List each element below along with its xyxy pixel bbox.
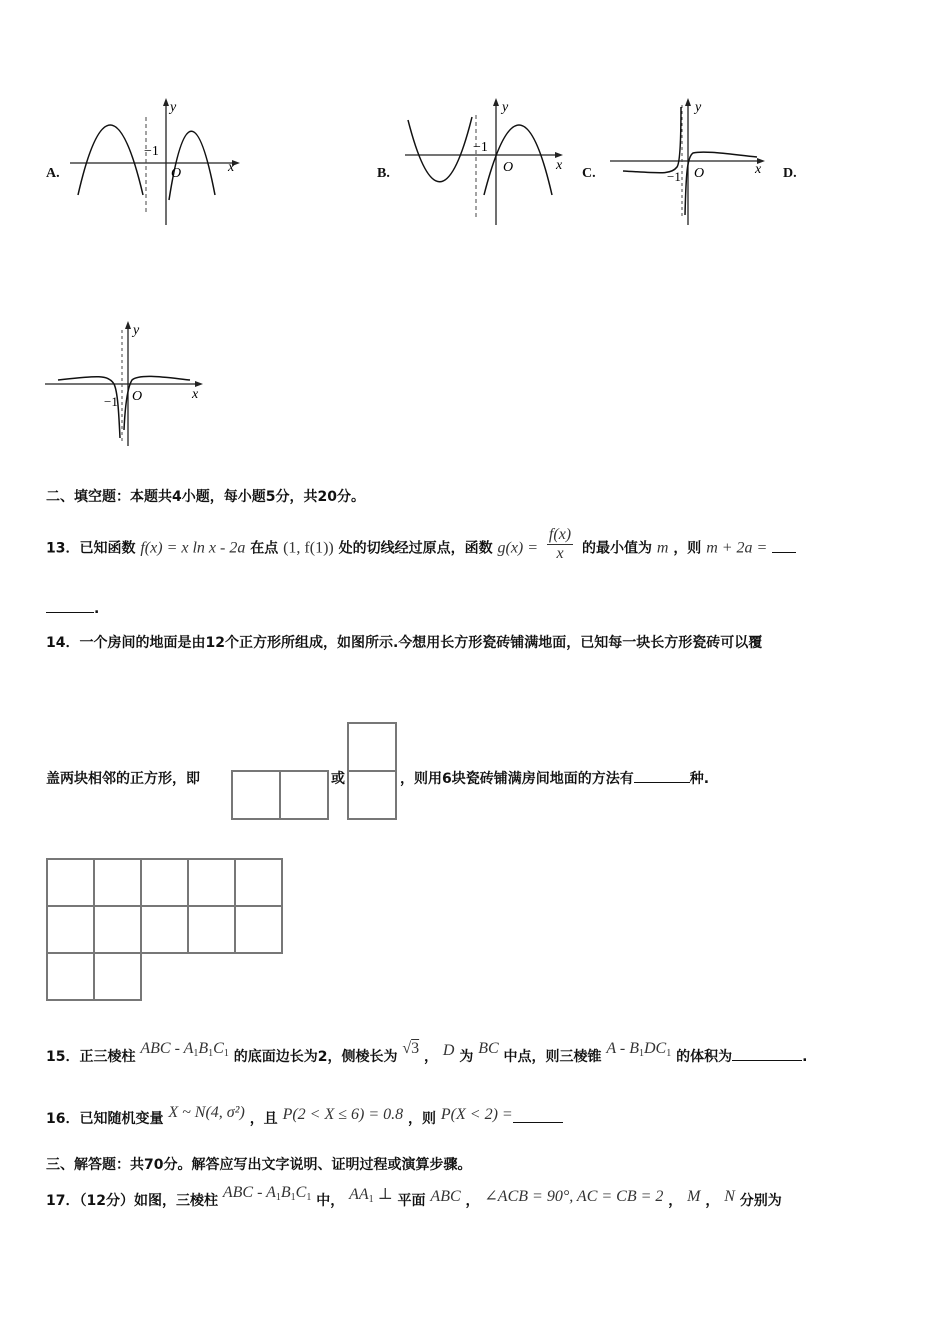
q17-prism-text: ABC - A (222, 1184, 276, 1201)
q16-probability: P(2 < X ≤ 6) = 0.8 (282, 1106, 404, 1123)
q17-text-6: 分别为 (739, 1193, 782, 1209)
q17-abc: ABC (430, 1188, 461, 1205)
q17-angle: ∠ACB = 90°, AC = CB = 2 (484, 1188, 664, 1205)
section-2-heading: 二、填空题：本题共4小题，每小题5分，共20分。 (46, 489, 365, 505)
q17-text-3: ， (465, 1193, 480, 1209)
tile-vertical-top (347, 722, 397, 772)
room-floor-grid (46, 858, 288, 1006)
axis-x-label: x (192, 387, 199, 402)
grid-cell (141, 906, 188, 953)
q15-text-3: 为 (459, 1049, 474, 1065)
axis-y-label: y (502, 100, 509, 115)
neg-one-label: −1 (144, 144, 159, 159)
q13-frac-num: f(x) (548, 526, 572, 543)
tile-horizontal-left (231, 770, 281, 820)
q16-distribution: X ~ N(4, σ²) (168, 1104, 245, 1121)
question-15 (46, 1040, 808, 1067)
graph-option-d (40, 318, 220, 450)
q13-continuation (46, 598, 99, 617)
q13-answer-blank[interactable] (772, 538, 796, 553)
q13-text-2: 处的切线经过原点，函数 (338, 540, 493, 557)
neg-one-label: −1 (473, 140, 488, 155)
q13-point: (1, f(1)) (283, 539, 334, 557)
option-d-label: D. (783, 166, 797, 181)
grid-cell (141, 859, 188, 906)
axis-y-label: y (133, 323, 140, 338)
tile-vertical-bottom (347, 770, 397, 820)
option-a-label: A. (46, 166, 60, 181)
q13-function: f(x) = x ln x - 2a (140, 539, 246, 557)
axis-x-label: x (228, 160, 235, 175)
grid-cell (94, 953, 141, 1000)
q15-prism-text: ABC - A (140, 1040, 194, 1057)
q15-pyramid: A - $B_1DC_1$ (606, 1040, 672, 1059)
graph-option-b (400, 95, 575, 230)
q13-answer-blank-2[interactable] (46, 598, 94, 613)
question-17 (46, 1184, 782, 1211)
q17-perp: ⊥ (377, 1186, 393, 1203)
q17-text-1: 中， (316, 1193, 345, 1209)
q13-end: . (94, 601, 100, 617)
q17-n: N (724, 1188, 735, 1205)
graph-option-c (605, 95, 775, 230)
q17-text-4: ， (668, 1193, 683, 1209)
q15-d: D (442, 1042, 455, 1059)
origin-label: O (694, 166, 705, 181)
q13-m: m (656, 539, 669, 557)
question-16 (46, 1104, 563, 1128)
q15-sqrt: √3 (402, 1040, 420, 1057)
q16-ask: P(X < 2) = (440, 1106, 513, 1123)
q17-number: 17．（12分）如图，三棱柱 (46, 1193, 218, 1209)
q15-number: 15．正三棱柱 (46, 1049, 136, 1065)
q14-line-2b (400, 768, 709, 788)
q14-text-2c: 种. (689, 771, 710, 787)
q13-fraction (547, 526, 573, 563)
q14-text-2b: ，则用6块瓷砖铺满房间地面的方法有 (400, 771, 634, 787)
axis-y-label: y (170, 100, 177, 115)
q15-text-1: 的底面边长为2，侧棱长为 (233, 1049, 398, 1065)
q17-prism: ABC - $A_1B_1C_1$ (222, 1184, 312, 1203)
grid-cell (235, 859, 282, 906)
grid-cell (47, 953, 94, 1000)
q15-pyramid-text: A - B (606, 1040, 639, 1057)
question-13 (46, 526, 796, 567)
q16-number: 16．已知随机变量 (46, 1111, 164, 1127)
q17-m: M (687, 1188, 701, 1205)
q15-text-2: ， (424, 1049, 438, 1065)
section-3-heading: 三、解答题：共70分。解答应写出文字说明、证明过程或演算步骤。 (46, 1157, 472, 1173)
q13-text-3: 的最小值为 (582, 540, 652, 557)
grid-cell (47, 859, 94, 906)
q15-text-4: 中点，则三棱锥 (503, 1049, 602, 1065)
q13-number: 13．已知函数 (46, 540, 136, 557)
q14-line-1: 14．一个房间的地面是由12个正方形所组成，如图所示.今想用长方形瓷砖铺满地面，已知每一块长方形瓷砖可以覆 (46, 635, 763, 651)
q14-line-2a: 盖两块相邻的正方形，即 (46, 771, 200, 787)
q13-frac-den: x (556, 545, 564, 562)
q16-text-1: ，且 (249, 1111, 278, 1127)
q13-text-4: ，则 (673, 540, 702, 557)
q13-g: g(x) = (497, 539, 539, 557)
axis-x-label: x (556, 158, 563, 173)
axis-y-label: y (695, 100, 702, 115)
q17-aa-text: AA (349, 1186, 369, 1203)
q15-answer-blank[interactable] (732, 1046, 802, 1061)
grid-cell (188, 906, 235, 953)
q15-bc: BC (478, 1040, 499, 1057)
q17-aa1: $AA_1$ ⊥ (349, 1186, 393, 1205)
option-b-label: B. (377, 166, 390, 181)
q15-sqrt-3: 3 (411, 1040, 420, 1057)
graph-option-a (70, 95, 245, 230)
grid-cell (47, 906, 94, 953)
origin-label: O (132, 389, 143, 404)
grid-cell (235, 906, 282, 953)
q16-answer-blank[interactable] (513, 1108, 563, 1123)
grid-cell (94, 859, 141, 906)
q15-end: . (802, 1049, 808, 1065)
origin-label: O (171, 166, 182, 181)
grid-cell (94, 906, 141, 953)
axis-x-label: x (755, 162, 762, 177)
q17-text-5: ， (705, 1193, 720, 1209)
grid-cell (188, 859, 235, 906)
q17-text-2: 平面 (397, 1193, 426, 1209)
origin-label: O (503, 160, 514, 175)
q14-answer-blank[interactable] (634, 768, 690, 783)
option-c-label: C. (582, 166, 596, 181)
q15-prism: ABC - $A_1B_1C_1$ (140, 1040, 229, 1059)
q13-text-1: 在点 (250, 540, 279, 557)
neg-one-label: −1 (104, 394, 118, 409)
q13-expression: m + 2a = (706, 539, 768, 557)
q15-text-5: 的体积为 (676, 1049, 733, 1065)
q16-text-2: ，则 (408, 1111, 437, 1127)
tile-horizontal-right (279, 770, 329, 820)
q14-or: 或 (331, 771, 345, 787)
neg-one-label: −1 (667, 169, 681, 184)
